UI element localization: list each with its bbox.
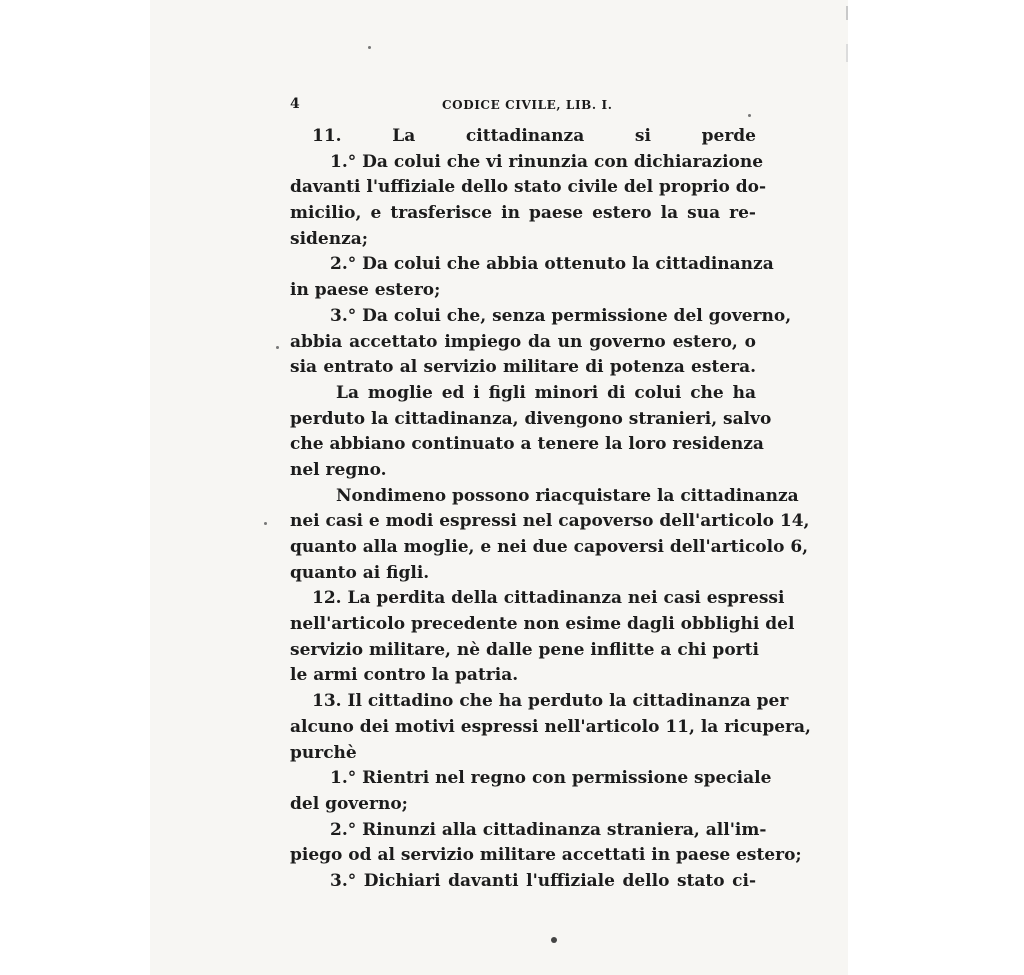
article-11-heading: 11. La cittadinanza si perde <box>312 126 756 146</box>
text-line: abbia accettato impiego da un governo estero, o <box>290 331 756 352</box>
text-line: 2.° Rinunzi alla cittadinanza straniera, all'im- <box>330 819 767 840</box>
page-edge-mark <box>846 44 848 62</box>
text-line: alcuno dei motivi espressi nell'articolo 11, la ricupera, <box>290 716 811 737</box>
text-line: che abbiano continuato a tenere la loro residenza <box>290 434 764 455</box>
text-line: 3.° Da colui che, senza permissione del governo, <box>330 305 792 326</box>
running-title: CODICE CIVILE, LIB. I. <box>442 98 613 112</box>
running-header <box>290 96 760 116</box>
text-line: quanto alla moglie, e nei due capoversi dell'articolo 6, <box>290 537 809 557</box>
text-line: 2.° Da colui che abbia ottenuto la cittadinanza <box>330 254 774 275</box>
page-number: 4 <box>290 96 300 112</box>
text-line: quanto ai figli. <box>290 562 430 583</box>
text-line: in paese estero; <box>290 280 441 301</box>
speck <box>748 114 751 117</box>
text-line: Nondimeno possono riacquistare la cittadinanza <box>336 485 799 506</box>
text-line: micilio, e trasferisce in paese estero la sua re- <box>290 203 756 224</box>
text-line: purchè <box>290 742 357 763</box>
text-line: piego od al servizio militare accettati in paese estero; <box>290 845 802 866</box>
text-line: 1.° Rientri nel regno con permissione speciale <box>330 768 772 789</box>
article-12-heading: 12. La perdita della cittadinanza nei casi espressi <box>312 588 785 609</box>
article-13-heading: 13. Il cittadino che ha perduto la cittadinanza per <box>312 691 789 712</box>
text-line: le armi contro la patria. <box>290 665 519 686</box>
page-edge-mark <box>846 6 848 20</box>
body-text <box>290 124 811 895</box>
text-line: 1.° Da colui che vi rinunzia con dichiarazione <box>330 151 764 172</box>
text-line: del governo; <box>290 793 408 814</box>
text-line: sia entrato al servizio militare di potenza estera. <box>290 357 756 378</box>
text-line: nei casi e modi espressi nel capoverso dell'articolo 14, <box>290 511 810 532</box>
text-line: sidenza; <box>290 228 369 249</box>
text-line: davanti l'uffiziale dello stato civile del proprio do- <box>290 177 766 198</box>
text-line: nell'articolo precedente non esime dagli obblighi del <box>290 614 795 635</box>
speck <box>368 46 371 49</box>
text-line: nel regno. <box>290 459 387 480</box>
text-line: perduto la cittadinanza, divengono stranieri, salvo <box>290 408 772 429</box>
speck <box>276 346 279 349</box>
text-line: La moglie ed i figli minori di colui che ha <box>336 382 756 403</box>
speck <box>264 522 267 525</box>
text-line: servizio militare, nè dalle pene inflitte a chi porti <box>290 639 759 660</box>
folio-dot <box>551 937 557 943</box>
text-line: 3.° Dichiari davanti l'uffiziale dello stato ci- <box>330 870 756 891</box>
